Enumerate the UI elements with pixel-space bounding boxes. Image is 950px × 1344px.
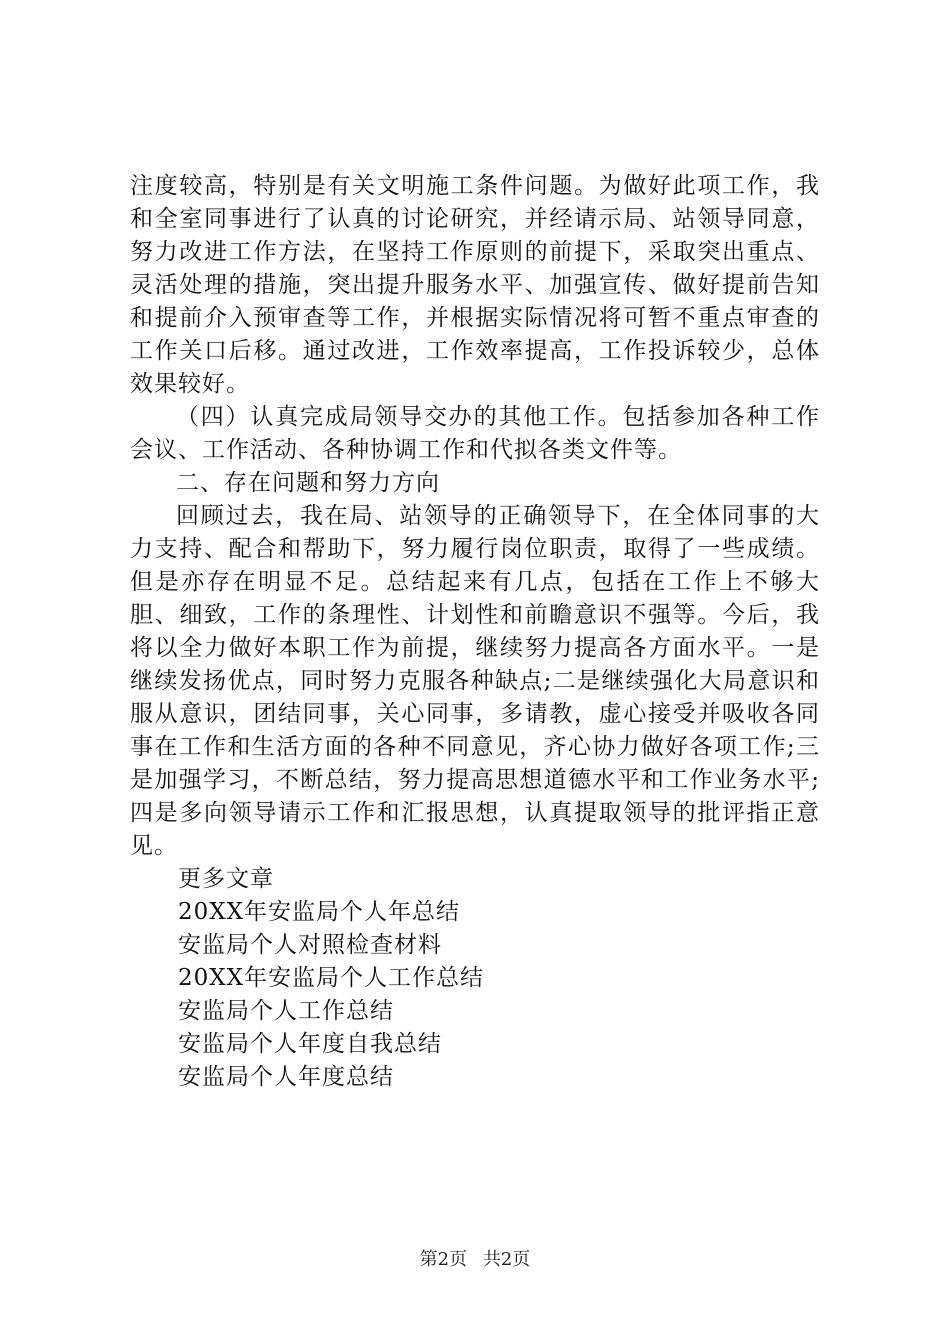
more-article-link[interactable]: 安监局个人年度总结: [178, 1064, 394, 1090]
paragraph-section-four: （四）认真完成局领导交办的其他工作。包括参加各种工作会议、工作活动、各种协调工作和代拟各类文件等。: [130, 404, 820, 463]
page-total: 共2页: [482, 1249, 531, 1270]
paragraph-continuation: 注度较高，特别是有关文明施工条件问题。为做好此项工作，我和全室同事进行了认真的讨论研究，并经请示局、站领导同意，努力改进工作方法，在坚持工作原则的前提下，采取突出重点、灵活处理的措施，突出提升服务水平、加强宣传、做好提前告知和提前介入预审查等工作，并根据实际情况将可暂不重点审查的工作关口后移。通过改进，工作效率提高，工作投诉较少，总体效果较好。: [130, 173, 820, 397]
more-article-link[interactable]: 安监局个人工作总结: [178, 998, 394, 1024]
page-footer: [0, 1245, 950, 1271]
more-articles-list: [130, 896, 820, 1094]
more-articles-title: 更多文章: [178, 866, 274, 892]
more-article-link[interactable]: 安监局个人对照检查材料: [178, 932, 442, 958]
paragraph-review: 回顾过去，我在局、站领导的正确领导下，在全体同事的大力支持、配合和帮助下，努力履行岗位职责，取得了一些成绩。但是亦存在明显不足。总结起来有几点，包括在工作上不够大胆、细致，工作的条理性、计划性和前瞻意识不强等。今后，我将以全力做好本职工作为前提，继续努力提高各方面水平。一是继续发扬优点，同时努力克服各种缺点;二是继续强化大局意识和服从意识，团结同事，关心同事，多请教，虚心接受并吸收各同事在工作和生活方面的各种不同意见，齐心协力做好各项工作;三是加强学习，不断总结，努力提高思想道德水平和工作业务水平;四是多向领导请示工作和汇报思想，认真提取领导的批评指正意见。: [130, 503, 820, 859]
more-article-link[interactable]: 安监局个人年度自我总结: [178, 1031, 442, 1057]
page-number: 第2页: [419, 1249, 468, 1270]
more-article-link[interactable]: 20XX年安监局个人年总结: [178, 899, 461, 925]
more-article-link[interactable]: 20XX年安监局个人工作总结: [178, 965, 485, 991]
document-body: [130, 170, 820, 1094]
section-heading-problems: 二、存在问题和努力方向: [176, 470, 440, 496]
